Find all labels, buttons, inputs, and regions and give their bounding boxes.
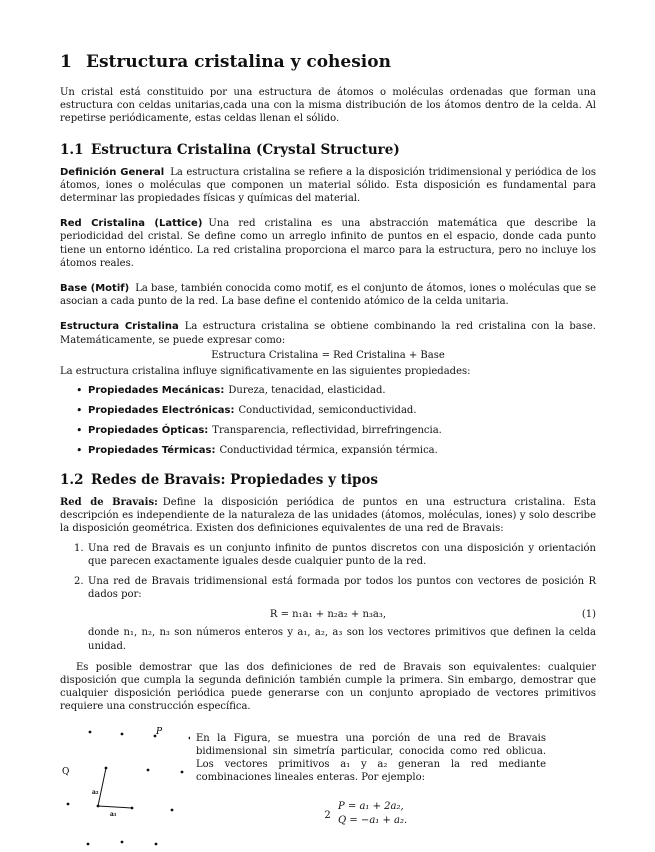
equivalence-paragraph: Es posible demostrar que las dos definiciones de red de Bravais son equivalentes: cualquier disposición que cumpla la segunda definición también cumple la primera. Sin embargo, demostrar que cualquier disposición periódica puede generarse con un conjunto apropiado de vectores primitivos requiere una construcción específica. (60, 661, 596, 713)
equation-q: Q = −a₁ + a₂. (338, 814, 408, 826)
subsection-heading-1: 1.1 Estructura Cristalina (Crystal Structure) (60, 141, 400, 158)
lattice-point (87, 842, 90, 845)
label-q: Q (62, 766, 70, 777)
equation-p: P = a₁ + 2a₂, (338, 800, 404, 812)
lattice-point (89, 730, 92, 733)
subsection-heading-2: 1.2 Redes de Bravais: Propiedades y tipos (60, 472, 379, 489)
definitions-list (60, 542, 596, 602)
definition-general-paragraph: Definición General La estructura cristalina se refiere a la disposición tridimensional y periódica de los átomos, iones o moléculas que componen un material sólido. Esta disposición es fundamental para determinar las propiedades físicas y químicas del material. (60, 166, 596, 205)
lattice-point (121, 840, 124, 843)
section-heading: 1 Estructura cristalina y cohesion (60, 52, 391, 72)
main-equation: R = n₁a₁ + n₂a₂ + n₃a₃, (1) (269, 609, 596, 621)
intro-paragraph: Un cristal está constituido por una estructura de átomos o moléculas ordenadas que forman una estructura con celdas unitarias,cada una con la misma distribución de los átomos dentro de la celda. Al repetirse periódicamente, estas celdas llenan el sólido. (60, 87, 596, 125)
vector-a2 (98, 768, 106, 806)
lattice-point (155, 842, 158, 845)
list-item: • Propiedades Mecánicas: Dureza, tenacidad, elasticidad. (60, 384, 596, 397)
properties-list (60, 384, 596, 457)
list-item: • Propiedades Ópticas: Transparencia, reflectividad, birrefringencia. (60, 424, 596, 437)
vector-a1 (98, 806, 132, 808)
label-p: P (156, 726, 163, 737)
equation-number: (1) (581, 609, 596, 621)
lattice-point (67, 802, 70, 805)
estructura-paragraph: Estructura Cristalina La estructura cristalina se obtiene combinando la red cristalina con la base. Matemáticamente, se puede expresar como: (60, 321, 596, 346)
red-cristalina-paragraph: Red Cristalina (Lattice) Una red cristalina es una abstracción matemática que describe la periodicidad del cristal. Se define como un arreglo infinito de puntos en el espacio, donde cada punto tiene un entorno idéntico. La red cristalina proporciona el marco para la estructura, pero no incluye los átomos reales. (60, 218, 596, 269)
oblique-lattice-figure (60, 724, 190, 848)
figure-caption-text: En la Figura, se muestra una porción de una red de Bravais bidimensional sin simetría particular, conocida como red oblicua. Los vectores primitivos a₁ y a₂ generan la red mediante combinaciones lineales enteras. Por ejemplo: (196, 732, 546, 784)
lattice-point (181, 770, 184, 773)
label-a1: a₁ (110, 810, 117, 818)
lattice-point (147, 768, 150, 771)
lattice-point (189, 736, 190, 739)
estructura-equation: Estructura Cristalina = Red Cristalina + Base (211, 349, 445, 361)
properties-intro: La estructura cristalina influye significativamente en las siguientes propiedades: (60, 365, 471, 377)
lattice-point (121, 732, 124, 735)
list-item: • Propiedades Electrónicas: Conductividad, semiconductividad. (60, 404, 596, 417)
bravais-paragraph: Red de Bravais: Define la disposición periódica de puntos en una estructura cristalina. Esta descripción es independiente de la naturaleza de las unidades (átomos, moléculas, iones) y solo describe la disposición geométrica. Existen dos definiciones equivalentes de una red de Bravais: (60, 497, 596, 535)
figure-section (60, 724, 596, 848)
equation-note: donde n₁, n₂, n₃ son números enteros y a₁, a₂, a₃ son los vectores primitivos que definen la celda unidad. (88, 627, 596, 652)
label-a2: a₂ (92, 788, 99, 796)
list-item: 2. Una red de Bravais tridimensional está formada por todos los puntos con vectores de posición R dados por: (74, 576, 596, 601)
list-item: • Propiedades Térmicas: Conductividad térmica, expansión térmica. (60, 444, 596, 457)
page-number: 2 (324, 810, 331, 821)
base-paragraph: Base (Motif) La base, también conocida como motif, es el conjunto de átomos, iones o moléculas que se asocian a cada punto de la red. La base define el contenido atómico de la celda unitaria. (60, 283, 597, 308)
page-content (60, 52, 596, 848)
list-item: 1. Una red de Bravais es un conjunto infinito de puntos discretos con una disposición y orientación que parecen exactamente iguales desde cualquier punto de la red. (74, 542, 596, 567)
